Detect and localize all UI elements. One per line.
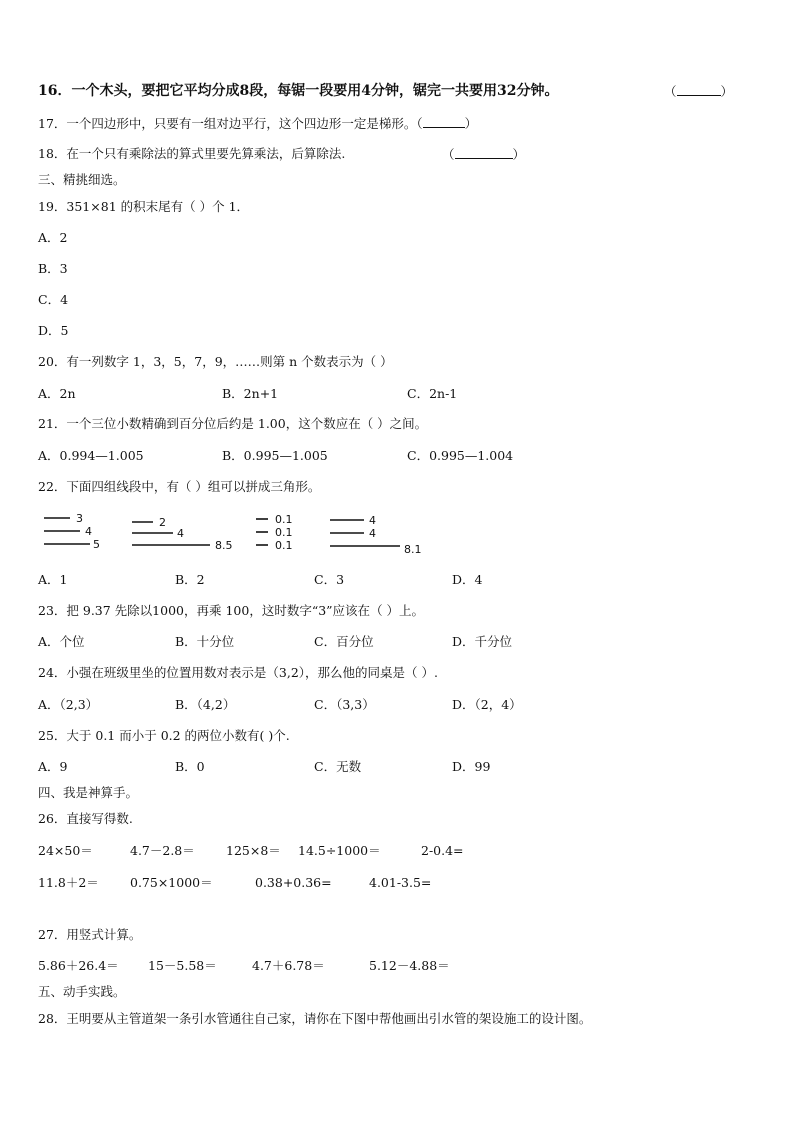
g2-label-2: 2: [159, 516, 166, 529]
q16-text: 一个木头，要把它平均分成8段，每锯一段要用4分钟，锯完一共要用32分钟。: [71, 83, 559, 99]
g4-label-4a: 4: [369, 514, 376, 527]
g1-label-5: 5: [93, 538, 100, 551]
q18-text: 在一个只有乘除法的算式里要先算乘法，后算除法.: [66, 146, 346, 161]
q22-option-a[interactable]: A．1: [38, 572, 68, 587]
q20-option-b[interactable]: B．2n+1: [222, 386, 279, 401]
q23-option-b[interactable]: B．十分位: [175, 634, 235, 649]
question-24-stem: 24．小强在班级里坐的位置用数对表示是（3,2），那么他的同桌是（ ）.: [38, 665, 438, 680]
q25-option-d[interactable]: D．99: [452, 759, 491, 774]
q24-option-a[interactable]: A．（2,3）: [38, 697, 99, 712]
q27-item-2[interactable]: 15－5.58＝: [148, 958, 217, 973]
q18-answer-blank[interactable]: （ ）: [442, 147, 526, 162]
question-16: [38, 83, 558, 99]
q26-item-7[interactable]: 0.75×1000＝: [130, 875, 213, 890]
q26-item-5[interactable]: 2-0.4=: [421, 843, 464, 858]
q20-option-a[interactable]: A．2n: [38, 386, 76, 401]
question-26-stem: 26．直接写得数.: [38, 811, 133, 826]
question-17: 17．一个四边形中，只要有一组对边平行，这个四边形一定是梯形。（ ）: [38, 116, 478, 131]
q26-item-3[interactable]: 125×8＝: [226, 843, 281, 858]
q17-blank-line[interactable]: [423, 115, 465, 128]
q25-option-c[interactable]: C．无数: [314, 759, 362, 774]
q23-option-d[interactable]: D．千分位: [452, 634, 513, 649]
q25-option-a[interactable]: A．9: [38, 759, 68, 774]
section-4-heading: 四、我是神算手。: [38, 785, 139, 800]
question-20-stem: 20．有一列数字 1，3，5，7，9，……则第 n 个数表示为（ ）: [38, 354, 393, 369]
q22-line-segments-figure: [38, 508, 438, 560]
question-22-stem: 22．下面四组线段中，有（ ）组可以拼成三角形。: [38, 479, 321, 494]
q19-option-c[interactable]: C．4: [38, 292, 69, 307]
g3-label-b: 0.1: [275, 526, 293, 539]
q18-number: 18．: [38, 146, 67, 161]
g2-label-8-5: 8.5: [215, 539, 233, 552]
question-19-stem: 19．351×81 的积末尾有（ ）个 1．: [38, 199, 250, 214]
q19-option-b[interactable]: B．3: [38, 261, 68, 276]
q17-number: 17．: [38, 116, 67, 131]
q21-option-b[interactable]: B．0.995—1.005: [222, 448, 328, 463]
q26-item-9[interactable]: 4.01-3.5=: [369, 875, 432, 890]
q16-number: 16．: [38, 83, 72, 99]
q26-item-4[interactable]: 14.5÷1000＝: [298, 843, 381, 858]
q17-text: 一个四边形中，只要有一组对边平行，这个四边形一定是梯形。（: [66, 116, 423, 131]
g1-label-3: 3: [76, 512, 83, 525]
q26-item-6[interactable]: 11.8＋2＝: [38, 875, 99, 890]
q21-option-a[interactable]: A．0.994—1.005: [38, 448, 144, 463]
question-21-stem: 21．一个三位小数精确到百分位后约是 1.00，这个数应在（ ）之间。: [38, 416, 428, 431]
q24-option-d[interactable]: D．（2，4）: [452, 697, 522, 712]
question-18: [38, 146, 345, 162]
q22-option-b[interactable]: B．2: [175, 572, 205, 587]
q16-blank-line[interactable]: [677, 83, 721, 96]
q21-option-c[interactable]: C．0.995—1.004: [407, 448, 514, 463]
q19-option-a[interactable]: A．2: [38, 230, 68, 245]
q22-option-c[interactable]: C．3: [314, 572, 345, 587]
q18-blank-line[interactable]: [455, 146, 513, 159]
question-28-stem: 28．王明要从主管道架一条引水管通往自己家，请你在下图中帮他画出引水管的架设施工的设计图。: [38, 1011, 592, 1026]
section-3-heading: 三、精挑细选。: [38, 172, 126, 187]
q27-item-1[interactable]: 5.86＋26.4＝: [38, 958, 119, 973]
q27-item-3[interactable]: 4.7＋6.78＝: [252, 958, 325, 973]
q26-item-8[interactable]: 0.38+0.36=: [255, 875, 332, 890]
g3-label-c: 0.1: [275, 539, 293, 552]
q26-item-2[interactable]: 4.7－2.8＝: [130, 843, 195, 858]
g4-label-8-1: 8.1: [404, 543, 422, 556]
g2-label-4: 4: [177, 527, 184, 540]
q26-item-1[interactable]: 24×50＝: [38, 843, 93, 858]
question-27-stem: 27．用竖式计算。: [38, 927, 142, 942]
q24-option-b[interactable]: B．（4,2）: [175, 697, 236, 712]
g1-label-4: 4: [85, 525, 92, 538]
g4-label-4b: 4: [369, 527, 376, 540]
q27-item-4[interactable]: 5.12－4.88＝: [369, 958, 450, 973]
q25-option-b[interactable]: B．0: [175, 759, 205, 774]
section-5-heading: 五、动手实践。: [38, 984, 126, 999]
q23-option-c[interactable]: C．百分位: [314, 634, 374, 649]
q16-answer-blank[interactable]: （ ）: [664, 84, 734, 99]
q20-option-c[interactable]: C．2n-1: [407, 386, 458, 401]
q24-option-c[interactable]: C．（3,3）: [314, 697, 375, 712]
q19-option-d[interactable]: D．5: [38, 323, 69, 338]
question-25-stem: 25．大于 0.1 而小于 0.2 的两位小数有( )个.: [38, 728, 290, 743]
g3-label-a: 0.1: [275, 513, 293, 526]
q23-option-a[interactable]: A．个位: [38, 634, 85, 649]
q22-option-d[interactable]: D．4: [452, 572, 483, 587]
question-23-stem: 23．把 9.37 先除以1000，再乘 100，这时数字“3”应该在（ ）上。: [38, 603, 425, 618]
